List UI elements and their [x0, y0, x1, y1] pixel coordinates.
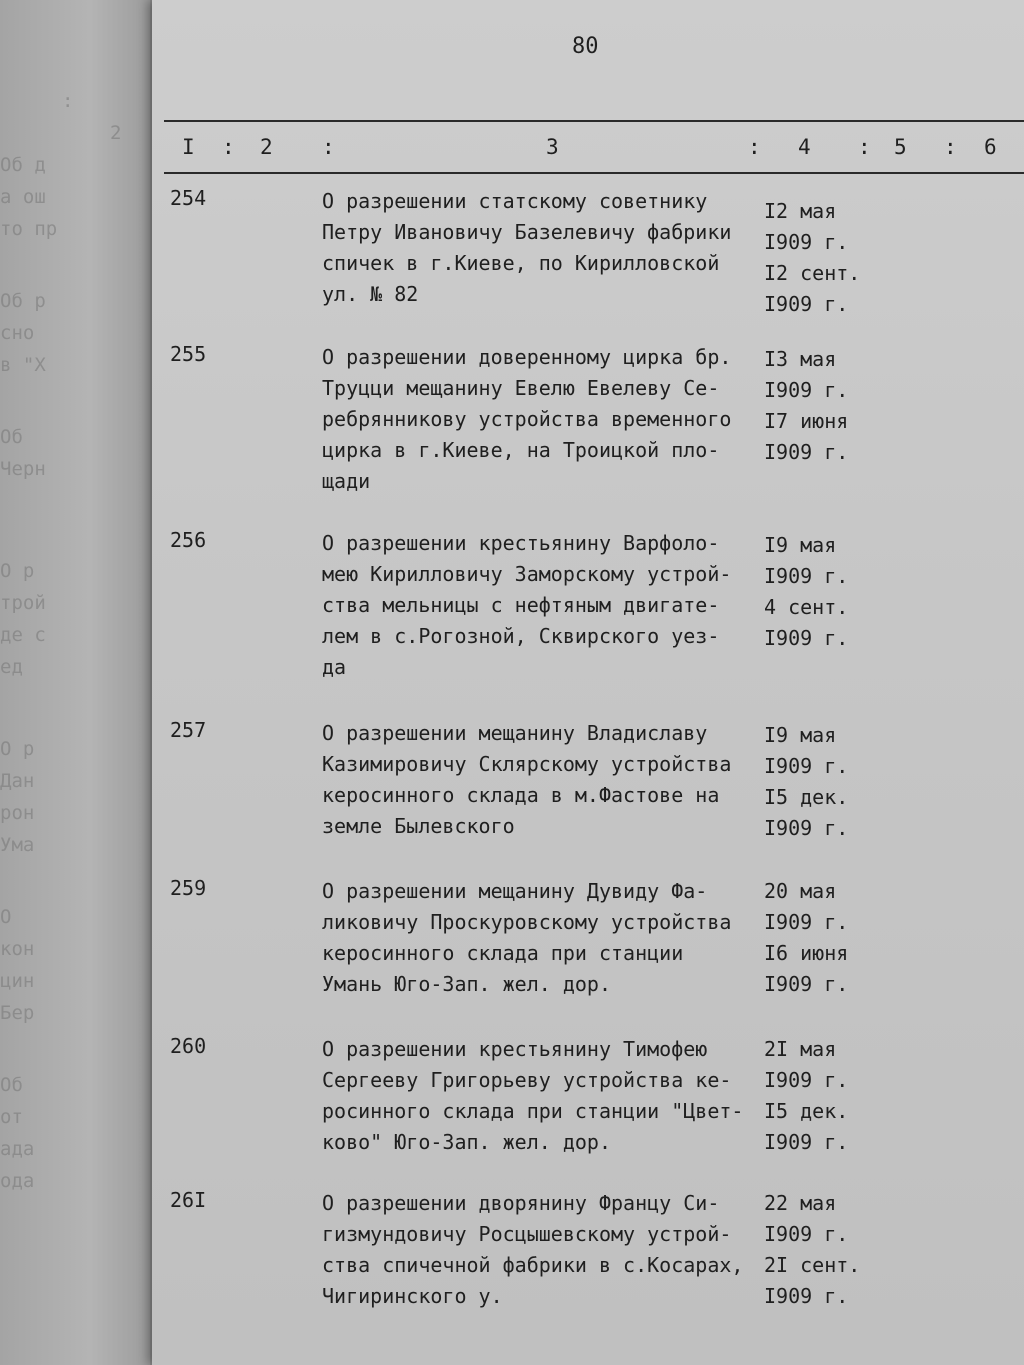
date-line: 20 мая	[764, 879, 837, 903]
entry-number: 26I	[170, 1188, 207, 1212]
date-line: I909 г.	[764, 816, 849, 840]
ghost-fragment: О р	[0, 738, 35, 760]
column-header-4: 4	[798, 135, 811, 159]
description-line: ково" Юго-Зап. жел. дор.	[322, 1130, 611, 1154]
ghost-fragment: Черн	[0, 458, 46, 480]
description-line: керосинного склада в м.Фастове на	[322, 783, 720, 807]
date-line: I909 г.	[764, 910, 849, 934]
ghost-fragment: Ума	[0, 834, 35, 856]
ghost-fragment: трой	[0, 592, 46, 614]
ghost-fragment: О р	[0, 560, 35, 582]
date-line: 22 мая	[764, 1191, 837, 1215]
date-line: I909 г.	[764, 754, 849, 778]
ghost-fragment: то пр	[0, 218, 58, 240]
column-header-1: I	[182, 135, 195, 159]
entry-dates	[764, 720, 848, 844]
header-top-rule	[164, 120, 1024, 122]
ghost-fragment: а ош	[0, 186, 46, 208]
entry-description	[322, 876, 762, 1000]
description-line: да	[322, 655, 347, 679]
entry-description	[322, 718, 762, 842]
description-line: О разрешении мещанину Владиславу	[322, 721, 708, 745]
date-line: 4 сент.	[764, 595, 849, 619]
ghost-fragment: Об р	[0, 290, 46, 312]
description-line: О разрешении дворянину Францу Си-	[322, 1191, 720, 1215]
ghost-fragment: рон	[0, 802, 35, 824]
ghost-fragment: де с	[0, 624, 46, 646]
description-line: ул. № 82	[322, 282, 419, 306]
entry-description	[322, 528, 762, 683]
entry-dates	[764, 196, 860, 320]
date-line: I9 мая	[764, 723, 837, 747]
ghost-fragment: Дан	[0, 770, 35, 792]
description-line: цирка в г.Киеве, на Троицкой пло-	[322, 438, 720, 462]
ghost-fragment: ода	[0, 1170, 35, 1192]
date-line: I909 г.	[764, 292, 849, 316]
entry-dates	[764, 344, 848, 468]
document-page	[152, 0, 1024, 1365]
previous-page-text	[0, 85, 150, 1197]
description-line: лем в с.Рогозной, Сквирского уез-	[322, 624, 720, 648]
column-header-5: 5	[894, 135, 907, 159]
ghost-fragment: Бер	[0, 1002, 35, 1024]
column-separator: :	[222, 135, 235, 159]
date-line: I3 мая	[764, 347, 837, 371]
ghost-fragment: 2	[110, 122, 122, 144]
date-line: I5 дек.	[764, 1099, 849, 1123]
entry-number: 256	[170, 528, 207, 552]
description-line: О разрешении крестьянину Тимофею	[322, 1037, 708, 1061]
date-line: 2I мая	[764, 1037, 837, 1061]
column-separator: :	[944, 135, 957, 159]
description-line: Чигиринского у.	[322, 1284, 503, 1308]
date-line: I9 мая	[764, 533, 837, 557]
header-bottom-rule	[164, 172, 1024, 174]
ghost-fragment: Об д	[0, 154, 46, 176]
date-line: I909 г.	[764, 1222, 849, 1246]
column-separator: :	[322, 135, 335, 159]
entry-dates	[764, 1188, 860, 1312]
entry-description	[322, 1188, 762, 1312]
entry-description	[322, 186, 762, 310]
description-line: О разрешении статскому советнику	[322, 189, 708, 213]
description-line: Казимировичу Склярскому устройства	[322, 752, 732, 776]
entry-description	[322, 1034, 762, 1158]
entry-dates	[764, 1034, 848, 1158]
ghost-fragment: от	[0, 1106, 23, 1128]
date-line: I7 июня	[764, 409, 849, 433]
description-line: керосинного склада при станции	[322, 941, 684, 965]
ghost-fragment: О	[0, 906, 12, 928]
description-line: ства мельницы с нефтяным двигате-	[322, 593, 720, 617]
page-number: 80	[572, 34, 599, 59]
ghost-fragment: ада	[0, 1138, 35, 1160]
entry-dates	[764, 530, 848, 654]
entry-number: 254	[170, 186, 207, 210]
date-line: I2 мая	[764, 199, 837, 223]
description-line: земле Былевского	[322, 814, 515, 838]
description-line: О разрешении крестьянину Варфоло-	[322, 531, 720, 555]
date-line: I5 дек.	[764, 785, 849, 809]
description-line: Труцци мещанину Евелю Евелеву Се-	[322, 376, 720, 400]
entry-number: 260	[170, 1034, 207, 1058]
date-line: I6 июня	[764, 941, 849, 965]
entry-dates	[764, 876, 848, 1000]
entry-number: 259	[170, 876, 207, 900]
ghost-fragment: сно	[0, 322, 35, 344]
column-header-3: 3	[546, 135, 559, 159]
ghost-fragment: кон	[0, 938, 35, 960]
description-line: ребрянникову устройства временного	[322, 407, 732, 431]
entry-description	[322, 342, 762, 497]
column-separator: :	[748, 135, 761, 159]
description-line: О разрешении мещанину Дувиду Фа-	[322, 879, 708, 903]
date-line: I909 г.	[764, 1130, 849, 1154]
description-line: О разрешении доверенному цирка бр.	[322, 345, 732, 369]
date-line: I909 г.	[764, 1284, 849, 1308]
column-header-6: 6	[984, 135, 997, 159]
previous-page-edge	[0, 0, 150, 1365]
description-line: ликовичу Проскуровскому устройства	[322, 910, 732, 934]
description-line: спичек в г.Киеве, по Кирилловской	[322, 251, 720, 275]
date-line: I909 г.	[764, 626, 849, 650]
ghost-fragment: ед	[0, 656, 23, 678]
ghost-fragment: цин	[0, 970, 35, 992]
ghost-fragment: в "Х	[0, 354, 46, 376]
description-line: ства спичечной фабрики в с.Косарах,	[322, 1253, 744, 1277]
entry-number: 257	[170, 718, 207, 742]
description-line: мею Кирилловичу Заморскому устрой-	[322, 562, 732, 586]
date-line: I909 г.	[764, 440, 849, 464]
date-line: I909 г.	[764, 972, 849, 996]
column-header-2: 2	[260, 135, 273, 159]
date-line: I909 г.	[764, 230, 849, 254]
date-line: I909 г.	[764, 378, 849, 402]
description-line: гизмундовичу Росцышевскому устрой-	[322, 1222, 732, 1246]
date-line: 2I сент.	[764, 1253, 861, 1277]
ghost-fragment: Об	[0, 426, 23, 448]
date-line: I909 г.	[764, 564, 849, 588]
description-line: Умань Юго-Зап. жел. дор.	[322, 972, 611, 996]
entry-number: 255	[170, 342, 207, 366]
ghost-fragment: :	[62, 90, 74, 112]
description-line: Петру Ивановичу Базелевичу фабрики	[322, 220, 732, 244]
description-line: росинного склада при станции "Цвет-	[322, 1099, 744, 1123]
column-separator: :	[858, 135, 871, 159]
ghost-fragment: Об	[0, 1074, 23, 1096]
date-line: I2 сент.	[764, 261, 861, 285]
description-line: Сергееву Григорьеву устройства ке-	[322, 1068, 732, 1092]
date-line: I909 г.	[764, 1068, 849, 1092]
description-line: щади	[322, 469, 371, 493]
